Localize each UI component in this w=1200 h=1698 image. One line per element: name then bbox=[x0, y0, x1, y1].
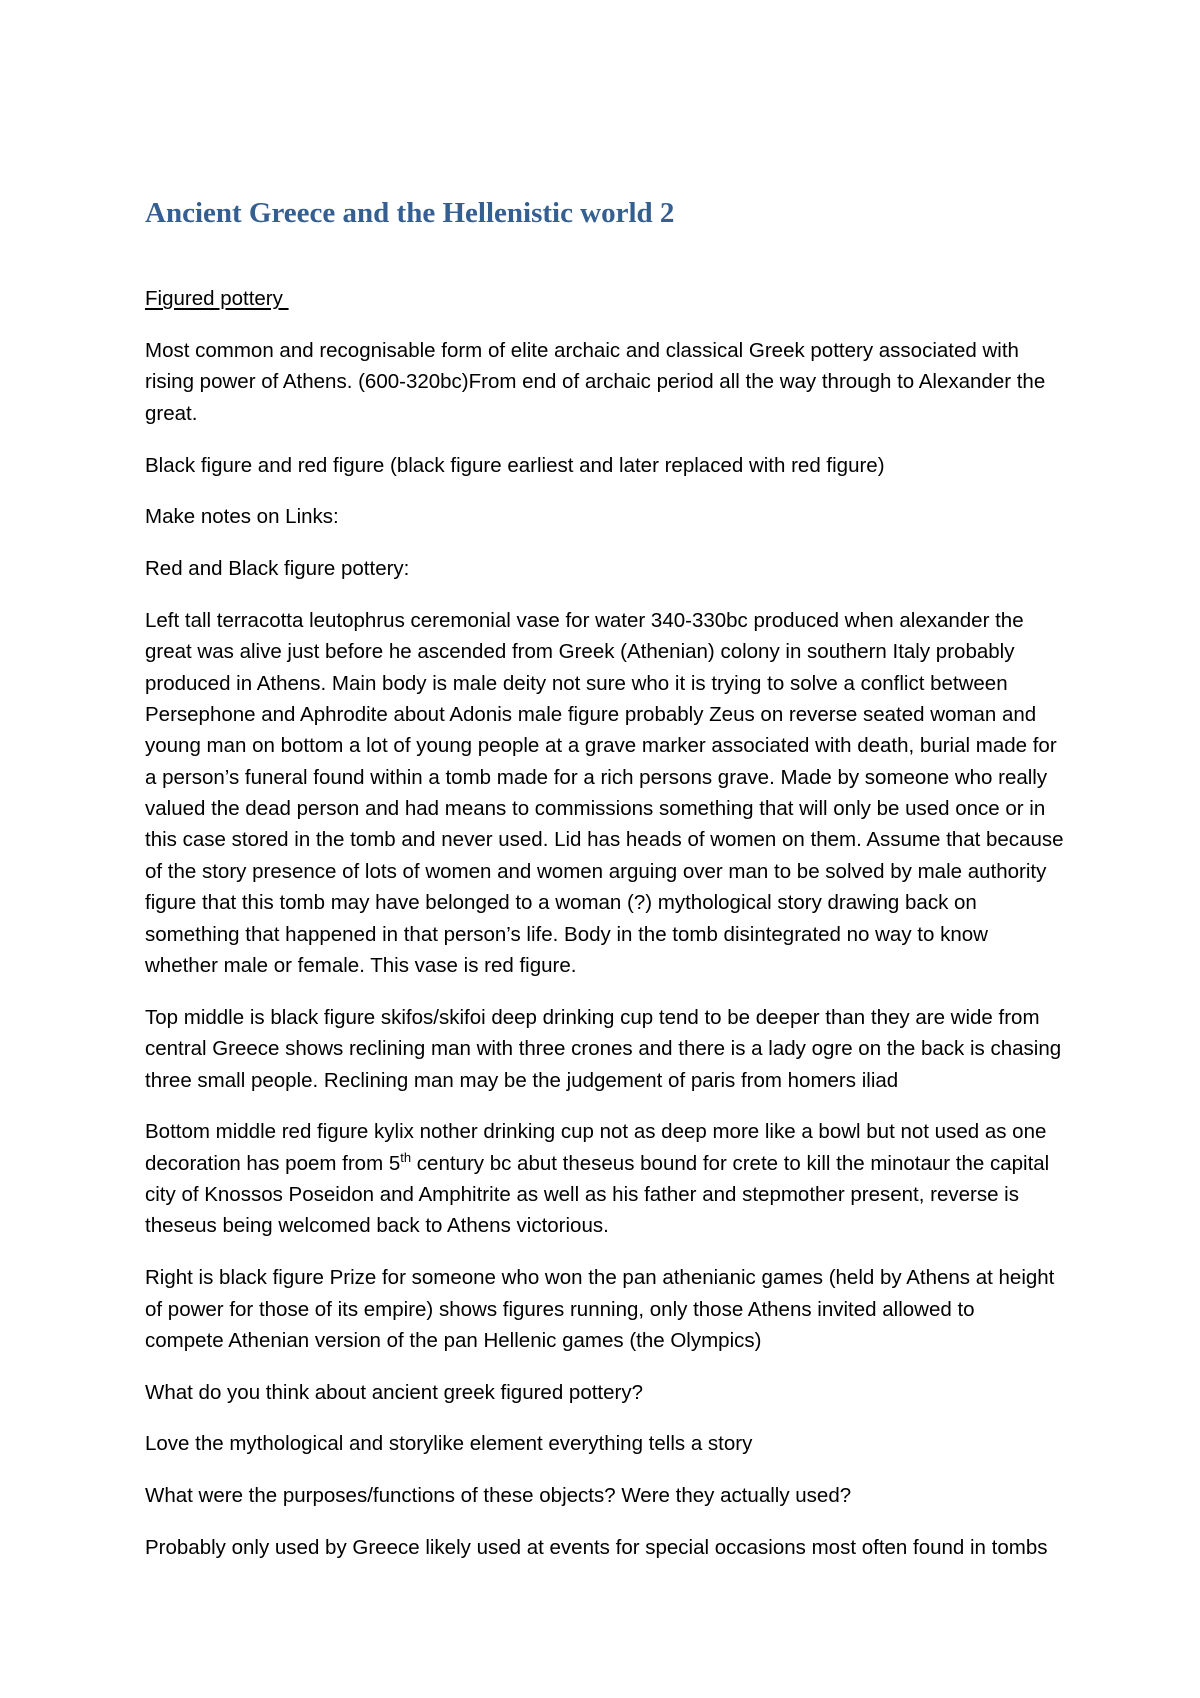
text-line bbox=[145, 283, 1085, 314]
note-make-notes bbox=[145, 501, 1085, 532]
paragraph-top-middle-cup bbox=[145, 1002, 1085, 1096]
text-line: valued the dead person and had means to commissions something that will only be used once or in bbox=[145, 797, 1046, 821]
text-line bbox=[145, 1148, 1085, 1179]
text-line: young man on bottom a lot of young people at a grave marker associated with death, burial made for bbox=[145, 734, 1057, 758]
text-line: great was alive just before he ascended from Greek (Athenian) colony in southern Italy probably bbox=[145, 640, 1015, 664]
text-line: Black figure and red figure (black figure earliest and later replaced with red figure) bbox=[145, 453, 885, 477]
text-line: theseus being welcomed back to Athens victorious. bbox=[145, 1214, 609, 1238]
text-segment: century bc abut theseus bound for crete to kill the minotaur the capital bbox=[411, 1151, 1050, 1175]
text-segment: decoration has poem from 5 bbox=[145, 1151, 401, 1175]
text-line: Probably only used by Greece likely used at events for special occasions most often found in tombs bbox=[145, 1535, 1048, 1559]
document-body bbox=[145, 193, 1085, 1584]
text-line: this case stored in the tomb and never used. Lid has heads of women on them. Assume that because bbox=[145, 828, 1064, 852]
text-line: Red and Black figure pottery: bbox=[145, 557, 410, 581]
answer-opinion bbox=[145, 1428, 1085, 1459]
text-line: city of Knossos Poseidon and Amphitrite as well as his father and stepmother present, reverse is bbox=[145, 1183, 1019, 1207]
text-line: whether male or female. This vase is red figure. bbox=[145, 954, 577, 978]
text-line: Bottom middle red figure kylix nother drinking cup not as deep more like a bowl but not used as one bbox=[145, 1120, 1047, 1144]
text-line: What do you think about ancient greek figured pottery? bbox=[145, 1380, 644, 1404]
text-line: Persephone and Aphrodite about Adonis male figure probably Zeus on reverse seated woman and bbox=[145, 702, 1037, 726]
question-opinion bbox=[145, 1377, 1085, 1408]
text-line: produced in Athens. Main body is male deity not sure who it is trying to solve a conflict between bbox=[145, 671, 1008, 695]
text-line: compete Athenian version of the pan Hellenic games (the Olympics) bbox=[145, 1328, 762, 1352]
section-heading-text: Figured pottery bbox=[145, 287, 289, 311]
paragraph-bottom-middle-kylix bbox=[145, 1116, 1085, 1242]
paragraph-intro bbox=[145, 335, 1085, 429]
superscript-ordinal: th bbox=[400, 1149, 412, 1165]
text-line: Most common and recognisable form of elite archaic and classical Greek pottery associated with bbox=[145, 339, 1019, 363]
document-title: Ancient Greece and the Hellenistic world 2 bbox=[145, 197, 675, 229]
subheading-red-black-figure bbox=[145, 553, 1085, 584]
text-line: Top middle is black figure skifos/skifoi deep drinking cup tend to be deeper than they are wide from bbox=[145, 1005, 1040, 1029]
text-line: Left tall terracotta leutophrus ceremonial vase for water 340-330bc produced when alexander the bbox=[145, 608, 1024, 632]
paragraph-left-vase bbox=[145, 605, 1085, 982]
text-line: figure that this tomb may have belonged to a woman (?) mythological story drawing back on bbox=[145, 891, 977, 915]
paragraph-figure-types bbox=[145, 450, 1085, 481]
text-line: Right is black figure Prize for someone who won the pan athenianic games (held by Athens at height bbox=[145, 1266, 1055, 1290]
text-line: three small people. Reclining man may be the judgement of paris from homers iliad bbox=[145, 1068, 899, 1092]
text-line: of power for those of its empire) shows figures running, only those Athens invited allowed to bbox=[145, 1297, 975, 1321]
text-line: What were the purposes/functions of these objects? Were they actually used? bbox=[145, 1484, 852, 1508]
text-line: rising power of Athens. (600-320bc)From end of archaic period all the way through to Alexander the bbox=[145, 370, 1046, 394]
text-line: a person’s funeral found within a tomb made for a rich persons grave. Made by someone who really bbox=[145, 765, 1048, 789]
text-line: Make notes on Links: bbox=[145, 505, 339, 529]
text-line: of the story presence of lots of women and women arguing over man to be solved by male authority bbox=[145, 859, 1047, 883]
text-line: great. bbox=[145, 401, 198, 425]
text-line: Love the mythological and storylike element everything tells a story bbox=[145, 1432, 753, 1456]
paragraph-right-prize-vase bbox=[145, 1262, 1085, 1356]
question-purpose bbox=[145, 1480, 1085, 1511]
text-line: central Greece shows reclining man with three crones and there is a lady ogre on the back is chasing bbox=[145, 1037, 1062, 1061]
answer-purpose bbox=[145, 1532, 1085, 1563]
section-heading-figured-pottery bbox=[145, 283, 1085, 314]
text-line: something that happened in that person’s life. Body in the tomb disintegrated no way to know bbox=[145, 922, 988, 946]
